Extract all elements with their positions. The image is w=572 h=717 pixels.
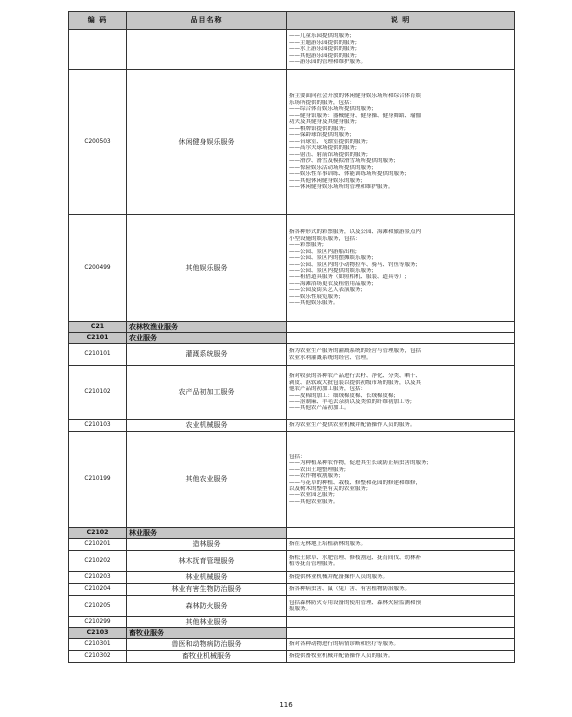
description-line: ——公园及街头艺人表演服务; <box>289 287 363 294</box>
table-row <box>69 366 515 420</box>
group-row <box>69 322 515 333</box>
description-line: ——其他娱乐服务。 <box>289 300 339 307</box>
description-line: ——其他农业服务。 <box>289 498 339 505</box>
item-code: C210204 <box>69 584 127 596</box>
item-description <box>287 651 515 663</box>
description-line: 剥皮、沤软或大批包装以提供初级市场的服务，以及其 <box>289 379 422 386</box>
item-name: 农业服务 <box>127 333 287 344</box>
item-description <box>287 572 515 584</box>
table-row <box>69 584 515 596</box>
item-description <box>287 639 515 651</box>
group-row <box>69 628 515 639</box>
description-line: ——公园、景区内提供的娱乐服务; <box>289 268 374 274</box>
item-name: 森林防火服务 <box>127 596 287 617</box>
item-description <box>287 70 515 215</box>
table-row <box>69 651 515 663</box>
description-line: 指为农业生产提供农业机械并配备操作人员的服务。 <box>289 422 416 429</box>
item-description <box>287 628 515 639</box>
item-name: 造林服务 <box>127 539 287 551</box>
item-code: C210103 <box>69 420 127 432</box>
description-line: ——滑沙、滑雪及模拟滑雪场所提供的服务; <box>289 158 396 165</box>
group-row <box>69 333 515 344</box>
description-line: 功夫及其健身及其健身服务; <box>289 119 357 126</box>
item-code: C200499 <box>69 215 127 322</box>
description-line: ——为种植某种农作物，促进其生长或防止病虫害的服务; <box>289 460 429 467</box>
description-line: 指各种病虫害、鼠（兔）害、有害植物防治服务。 <box>289 586 411 593</box>
description-line: 指为农业生产服务的灌溉系统的经营与管理服务，包括 <box>289 348 422 355</box>
description-line: 指提供林业机械并配备操作人员的服务。 <box>289 574 389 581</box>
description-line: 小型设施的娱乐服务，包括： <box>289 235 361 242</box>
catalog-table <box>68 11 515 663</box>
description-line: ——农田土地整理服务; <box>289 466 346 473</box>
description-line: 乐场所提供的服务，包括： <box>289 99 356 106</box>
description-line: ——公园、景区内的小动物拉车、骑马、钓鱼等服务; <box>289 261 418 268</box>
description-line: 报服务。 <box>289 606 312 612</box>
item-description <box>287 596 515 617</box>
item-description <box>287 420 515 432</box>
item-name: 农业机械服务 <box>127 420 287 432</box>
table-row <box>69 539 515 551</box>
description-line: 包括森林防火专用设备的使用管理、森林火险监测和预 <box>289 599 422 606</box>
table-row <box>69 551 515 572</box>
table-body <box>69 30 515 663</box>
table-header-row <box>69 12 515 30</box>
item-code: C210101 <box>69 344 127 366</box>
description-line: ——皮棉的加工：细绒棉皮棉、长绒棉皮棉; <box>289 392 396 399</box>
description-line: 植等抚育管理服务。 <box>289 561 339 567</box>
item-code: C210205 <box>69 596 127 617</box>
item-name: 其他农业服务 <box>127 432 287 528</box>
description-line: ——棋牌馆提供的服务; <box>289 125 346 132</box>
description-line: 以及树木的整型有关的农业服务; <box>289 485 368 492</box>
item-code: C2103 <box>69 628 127 639</box>
item-name: 灌溉系统服务 <box>127 344 287 366</box>
description-line: ——保龄球馆提供的服务; <box>289 132 352 139</box>
item-description <box>287 30 515 70</box>
item-description <box>287 551 515 572</box>
item-description <box>287 617 515 628</box>
table-row <box>69 572 515 584</box>
item-description <box>287 215 515 322</box>
description-line: ——其他农产品初加工。 <box>289 405 350 412</box>
item-code <box>69 30 127 70</box>
item-code: C210202 <box>69 551 127 572</box>
description-line: ——游乐园的管理和维护服务。 <box>289 59 367 66</box>
item-description <box>287 584 515 596</box>
item-code: C210102 <box>69 366 127 420</box>
item-name <box>127 30 287 70</box>
description-line: ——农业园艺服务; <box>289 492 335 499</box>
description-line: ——彩票服务; <box>289 242 324 249</box>
description-line: 他农产品的初加工服务，包括： <box>289 386 367 393</box>
description-line: ——健身馆服务：器械健身、健身操、健身舞蹈、瑜伽 <box>289 112 422 119</box>
item-code: C210201 <box>69 539 127 551</box>
description-line: ——惊险娱乐活动场所提供的服务; <box>289 164 374 171</box>
description-line: ——农作物收割服务; <box>289 473 341 480</box>
description-line: 指对各种动物进行的病情诊断和医疗等服务。 <box>289 641 400 648</box>
page-number: 116 <box>279 701 293 709</box>
item-name: 农林牧渔业服务 <box>127 322 287 333</box>
description-line: ——射击、射箭馆场提供的服务; <box>289 151 368 158</box>
description-line: 指对收获的各种农产品进行去籽、净化、分类、晒干、 <box>289 373 422 380</box>
item-code: C210302 <box>69 651 127 663</box>
table-row <box>69 70 515 215</box>
item-code: C210301 <box>69 639 127 651</box>
description-line: ——与花草的种植、栽枝、修整和花园的修建和维修， <box>289 479 422 486</box>
description-line: ——综合体育娱乐场所提供的服务; <box>289 106 374 113</box>
description-line: ——台球室、飞镖室提供的服务; <box>289 138 368 145</box>
description-line: 包括： <box>289 453 306 460</box>
item-code: C210299 <box>69 617 127 628</box>
item-description <box>287 366 515 420</box>
item-description <box>287 528 515 539</box>
item-description <box>287 322 515 333</box>
item-name: 林木抚育管理服务 <box>127 551 287 572</box>
item-description <box>287 432 515 528</box>
item-name: 其他林业服务 <box>127 617 287 628</box>
description-line: 指各种形式的彩票服务，以及公园、海滩和旅游景点内 <box>289 229 422 236</box>
item-code: C210203 <box>69 572 127 584</box>
item-code: C2101 <box>69 333 127 344</box>
description-line: ——其他游乐园提供的服务; <box>289 52 357 59</box>
description-line: ——休闲健身娱乐场所的管理和维护服务。 <box>289 184 394 191</box>
description-line: 农业水利灌溉系统的经营、管理。 <box>289 354 372 361</box>
item-code: C21 <box>69 322 127 333</box>
item-name: 休闲健身娱乐服务 <box>127 70 287 215</box>
item-description <box>287 333 515 344</box>
description-line: ——沤制麻、羊毛去杂质以及类似的纤维初加工等; <box>289 398 412 405</box>
column-header-name: 品目名称 <box>127 12 287 30</box>
description-line: ——公园、景区内游船出租; <box>289 248 357 255</box>
item-code: C210199 <box>69 432 127 528</box>
description-line: ——公园、景区内的摆摊娱乐服务; <box>289 255 374 262</box>
description-line: ——高尔夫球场提供的服务; <box>289 145 357 152</box>
description-line: ——娱乐性展览服务; <box>289 293 341 300</box>
item-name: 畜牧业机械服务 <box>127 651 287 663</box>
table-row <box>69 432 515 528</box>
column-header-description: 说 明 <box>287 12 515 30</box>
column-header-code: 编 码 <box>69 12 127 30</box>
description-line: ——水上游乐园提供的服务; <box>289 46 357 53</box>
description-line: 指主要面向社会开放的休闲健身娱乐场所和综合体育娱 <box>289 93 422 100</box>
description-line: ——海滩浴场更衣及租借用品服务; <box>289 280 374 287</box>
description-line: ——租借道具服务（如照相机、服装、道具等）; <box>289 274 407 281</box>
item-name: 林业有害生物防治服务 <box>127 584 287 596</box>
item-name: 其他娱乐服务 <box>127 215 287 322</box>
description-line: ——主题游乐园提供的服务; <box>289 39 357 46</box>
item-code: C200503 <box>69 70 127 215</box>
description-line: 指在无林地上培植新林的服务。 <box>289 541 367 548</box>
table-row <box>69 30 515 70</box>
table-row <box>69 596 515 617</box>
table-row <box>69 617 515 628</box>
item-name: 林业机械服务 <box>127 572 287 584</box>
group-row <box>69 528 515 539</box>
table-row <box>69 215 515 322</box>
item-name: 畜牧业服务 <box>127 628 287 639</box>
table-row <box>69 344 515 366</box>
description-line: ——娱乐性军事训练、体能训练场所提供的服务; <box>289 171 407 178</box>
item-description <box>287 344 515 366</box>
item-description <box>287 539 515 551</box>
description-line: 指提供畜牧业机械并配备操作人员的服务。 <box>289 653 394 660</box>
description-line: 指松土除草、水肥管理、修枝割冠、抚育间伐、幼林补 <box>289 554 422 561</box>
item-code: C2102 <box>69 528 127 539</box>
item-name: 兽医和动物病防治服务 <box>127 639 287 651</box>
table-row <box>69 420 515 432</box>
description-line: ——其他休闲健身娱乐的服务; <box>289 177 363 184</box>
item-name: 农产品初加工服务 <box>127 366 287 420</box>
item-name: 林业服务 <box>127 528 287 539</box>
table-row <box>69 639 515 651</box>
description-line: ——儿童乐园提供的服务; <box>289 33 352 40</box>
